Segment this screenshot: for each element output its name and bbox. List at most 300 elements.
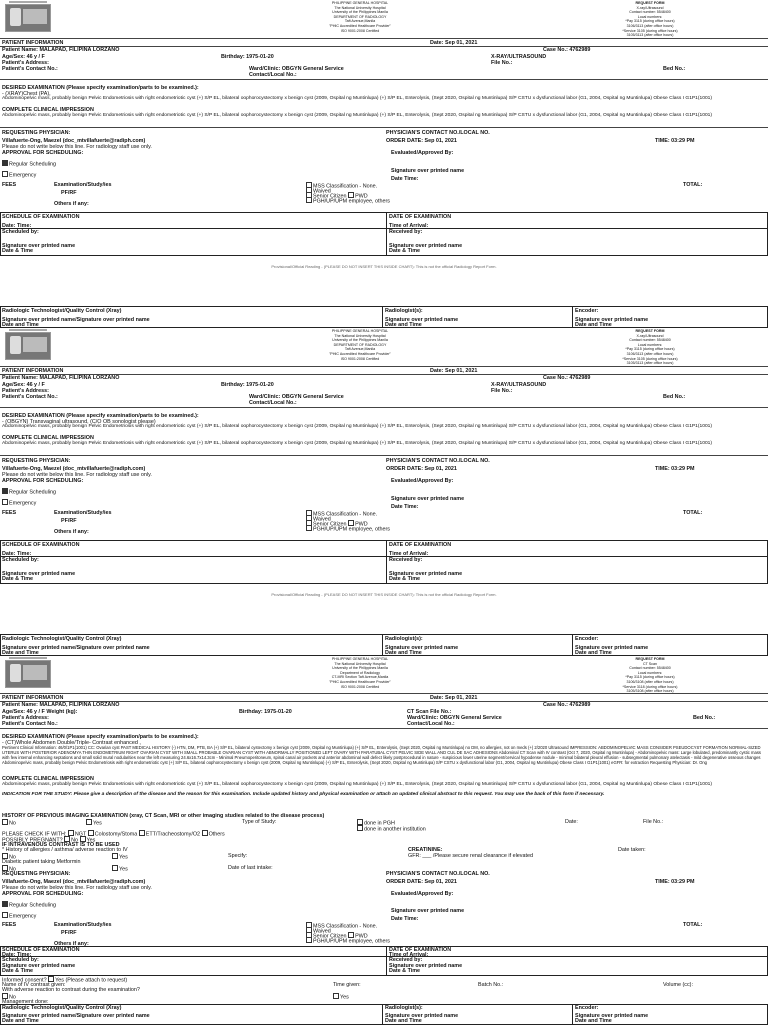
last-intake-label: Date of last intake:	[228, 865, 273, 871]
contact-local: Contact/Local No.:	[249, 72, 297, 78]
signature-line: Signature over printed name	[385, 645, 459, 651]
vertical-divider	[382, 634, 383, 656]
requesting-physician-label: REQUESTING PHYSICIAN:	[2, 130, 71, 136]
form-header	[0, 0, 768, 38]
yes-label: Yes	[340, 994, 349, 1001]
emergency-checkbox[interactable]	[2, 171, 36, 179]
emergency-label: Emergency	[9, 913, 37, 920]
request-info	[600, 329, 700, 366]
senior-label: Senior Citizen	[313, 933, 347, 940]
approval-label: APPROVAL FOR SCHEDULING:	[2, 891, 84, 897]
checkbox[interactable]	[357, 825, 363, 831]
study-date: Date:	[565, 819, 578, 825]
hospital-logo	[5, 4, 51, 32]
bed-no: Bed No.:	[663, 394, 686, 400]
row-divider	[0, 228, 768, 229]
request-line: *Service 3105 (during office hours)	[622, 356, 678, 361]
emergency-checkbox[interactable]	[2, 499, 36, 507]
radiologist-label: Radiologist(s):	[385, 636, 423, 642]
divider	[0, 127, 768, 128]
date: Date: Sep 01, 2021	[430, 368, 478, 374]
colostomy-label: Colostomy/Stoma	[94, 831, 138, 838]
age-sex: Age/Sex: 46 y / F	[2, 382, 45, 388]
exam-date-label: DATE OF EXAMINATION	[389, 947, 452, 953]
regular-scheduling-checkbox[interactable]	[2, 488, 56, 496]
patient-info-label: PATIENT INFORMATION	[2, 40, 64, 46]
pfrf-label: PF/RF	[61, 190, 77, 196]
impression-text: Abdominopelvic mass, probably benign Pelvic Endometriosis with right endometriotic cyst (+) S/P EL, bilateral oophorocystectomy x benign cyst (2009, Ospital ng Muntinlupa) (+) S/P EL, Enterolysis, (Sept 2020, Ospital ng Muntinlupa) S/P CSTU x dysfunctional labor (G1, 2004, Ospital ng Muntinlupa) Obese Class I G1P1(1001)	[2, 441, 713, 446]
vertical-divider	[386, 540, 387, 584]
bed-no: Bed No.:	[663, 66, 686, 72]
patient-name: Patient Name: MALAPAD, FILIPINA LORZANO	[2, 375, 120, 381]
time-arrival: Time of Arrival:	[389, 551, 429, 557]
hospital-logo	[5, 660, 51, 688]
senior-label: Senior Citizen	[313, 193, 347, 200]
vertical-divider	[386, 212, 387, 256]
patient-address: Patient's Address:	[2, 715, 49, 721]
requesting-physician-label: REQUESTING PHYSICIAN:	[2, 458, 71, 464]
hospital-line: ISO 9001:2008 Certified	[340, 356, 380, 361]
creatinine-label: CREATININE:	[408, 847, 443, 853]
exam-study-label: Examination/Study/ies	[54, 922, 112, 928]
checkbox[interactable]	[2, 819, 8, 825]
birthday: Birthday: 1975-01-20	[221, 54, 274, 60]
desired-exam: - (CT)Whole Abdomen Double/Triple- Contrast enhanced ,	[2, 740, 141, 746]
total-label: TOTAL:	[683, 510, 703, 516]
total-label: TOTAL:	[683, 182, 703, 188]
batch-no: Batch No.:	[478, 982, 504, 988]
ct-request-form	[0, 656, 768, 1024]
bed-no: Bed No.:	[693, 715, 716, 721]
schedule-label: SCHEDULE OF EXAMINATION	[2, 947, 80, 953]
regular-scheduling-checkbox[interactable]	[2, 160, 56, 168]
received-by: Received by:	[389, 957, 423, 963]
hospital-line: DEPARTMENT OF RADIOLOGY	[333, 14, 387, 19]
date-and-time: Date and Time	[385, 322, 422, 328]
signature-line: Signature over printed name	[389, 243, 463, 249]
hospital-line: ISO 9001:2008 Certified	[340, 28, 380, 33]
request-line: 3106/3113 (after office hours)	[626, 23, 674, 28]
hospital-line: PHILIPPINE GENERAL HOSPITAL	[331, 329, 389, 333]
checkbox[interactable]	[112, 853, 118, 859]
hospital-line: University of the Philippines Manila	[332, 338, 388, 343]
signature-line: Signature over printed name	[575, 1013, 649, 1019]
patient-address: Patient's Address:	[2, 60, 49, 66]
ward-clinic: Ward/Clinic: OBGYN General Service	[249, 394, 344, 400]
vertical-divider	[382, 306, 383, 328]
contact-local: Contact/Local No.:	[249, 400, 297, 406]
ward-clinic: Ward/Clinic: OBGYN General Service	[407, 715, 502, 721]
request-line: Local numbers:	[637, 14, 663, 19]
desired-exam-details: Abdominopelvic mass, probably benign Pelvic Endometriosis with right endometriotic cyst (+) S/P EL, bilateral oophorocystectomy x benign cyst (2009, Ospital ng Muntinlupa) (+) S/P EL, Enterolysis, (Sept 2020, Ospital ng Muntinlupa) S/P CSTU x dysfunctional labor (G1, 2004, Ospital ng Muntinlupa) Obese Class I G1P1(1001)	[2, 96, 713, 101]
technologist-label: Radiologic Technologist/Quality Control (Xray)	[2, 308, 122, 314]
scheduled-by: Scheduled by:	[2, 957, 39, 963]
checkbox[interactable]	[86, 819, 92, 825]
allergies-label: * History of allergies / asthma/ adverse reaction to IV	[2, 847, 128, 853]
date-time: Date Time:	[391, 916, 419, 922]
patient-contact: Patient's Contact No.:	[2, 721, 58, 727]
date-and-time: Date & Time	[389, 968, 421, 974]
pfrf-label: PF/RF	[61, 518, 77, 524]
impression-label: COMPLETE CLINICAL IMPRESSION	[2, 776, 94, 782]
request-line: 3106/3113 (after office hours)	[626, 351, 674, 356]
regular-label: Regular Scheduling	[9, 902, 57, 909]
checkbox[interactable]	[2, 912, 8, 918]
signature-line: Signature over printed name	[2, 243, 76, 249]
radiologist-label: Radiologist(s):	[385, 308, 423, 314]
divider	[0, 693, 768, 694]
xray-request-form	[0, 0, 768, 275]
approval-label: APPROVAL FOR SCHEDULING:	[2, 150, 84, 156]
iv-contrast-label: IF INTRAVENOUS CONTRAST IS TO BE USED	[2, 842, 120, 848]
request-info	[600, 1, 700, 38]
order-time: TIME: 03:29 PM	[655, 879, 695, 885]
hospital-line: The National University Hospital	[334, 333, 386, 338]
patient-info-label: PATIENT INFORMATION	[2, 695, 64, 701]
schedule-label: SCHEDULE OF EXAMINATION	[2, 214, 80, 220]
encoder-label: Encoder:	[575, 1005, 599, 1011]
hospital-line: The National University Hospital	[334, 5, 386, 10]
received-by: Received by:	[389, 229, 423, 235]
divider	[0, 455, 768, 456]
desired-exam-details: Pertinent Clinical Information: 46/0/1P1(1001) CC: Ovarian cyst PAST MEDICAL HISTORY (-) HTN, DM, PTB, BA (+) S/P EL, bilateral cystectomy x benign cyst (2009, Ospital ng Muntinlupa) (+) S/P EL, Enterolysis, (Sept 2020, Ospital ng Muntinlupa) no DM, no allergies, not on meds (+) 2/2020 Ultrasound IMPRESSION: ABDOMINOPELVIC MASS CONSIDER PSEUDOCYST FORMATION NORMAL-SIZED UTERUS WITH POSTERIOR ADENOMYA THIN ENDOMETRIUM RIGHT OVARIAN CYST WITH SMALL PROBABLE OVARIAN CYST WITH ABNORMALLY POSITIONED LEFT OVARY WITH PARATUBAL CYST PELVIC SIDE WALL AND CUL DE SAC ADHESIONS Abdominal CT Scan with IV contrast (Oct 7, 2020, Ospital ng Muntinlupa) - Abdominopelvic mass: Large lobulated, predominantly cystic mass with few internal enhancing septations and small solid mural nodularities near the left measuring 24.6x16.7x14.3cm - Minimal Pneumoperitoneum, spinal canal air pockets and anterior abdominal wall defect likely postprocedural in nature - suspicious lower uterine segment/cervical hypodense nodule - minimal bilateral pleural effusion - subsegmental pulmonary atelectasis - mild degenerative osseous changes Abdominopelvic mass, probably benign Pelvic Endometriosis with right endometriotic cyst (+) S/P EL, bilateral oophorocystectomy x benign cyst (2009, Ospital ng Muntinlupa) (+) S/P EL, Enterolysis, (Sept 2020, Ospital ng Muntinlupa) S/P CSTU x dysfunctional labor (G1, 2004, Ospital ng Muntinlupa) Obese Class I G1P1(1001) eGFR: for extraction Requesting Physician: Dr. Ong	[2, 745, 762, 765]
time-arrival: Time of Arrival:	[389, 952, 429, 958]
date-time: Date Time:	[391, 176, 419, 182]
waived-label: Waived	[313, 928, 331, 935]
physician-contact-label: PHYSICIAN'S CONTACT NO./LOCAL NO.	[386, 871, 490, 877]
yes-label: Yes	[119, 854, 128, 861]
mss-label: MSS Classification - None.	[313, 511, 378, 518]
mss-label: MSS Classification - None.	[313, 183, 378, 190]
signature-line: Signature over printed name	[391, 496, 465, 502]
others-label: Others if any:	[54, 529, 89, 535]
schedule-date-time: Date: Time:	[2, 223, 32, 229]
file-no: File No.:	[491, 60, 513, 66]
request-line: *Pay 3115 (during office hours)	[625, 347, 675, 352]
request-line: REQUEST FORM	[635, 329, 665, 333]
type-of-study: Type of Study:	[242, 819, 277, 825]
patient-address: Patient's Address:	[2, 388, 49, 394]
divider	[0, 79, 768, 80]
request-line: Local numbers:	[637, 342, 663, 347]
physician-name: Villafuerte-Ong, Maezel (doc_mtvillafuerte@radiph.com)	[2, 138, 146, 144]
ett-label: ETT/Tracheostomy/O2	[145, 831, 201, 838]
staff-only-note: Please do not write below this line. For radiology staff use only.	[2, 144, 152, 150]
encoder-label: Encoder:	[575, 636, 599, 642]
birthday: Birthday: 1975-01-20	[239, 709, 292, 715]
patient-contact: Patient's Contact No.:	[2, 66, 58, 72]
contact-local: Contact/Local No.:	[407, 721, 455, 727]
desired-exam-label: DESIRED EXAMINATION (Please specify examination/parts to be examined.):	[2, 413, 199, 419]
modality: X-RAY/ULTRASOUND	[491, 54, 547, 60]
received-by: Received by:	[389, 557, 423, 563]
row-divider	[0, 556, 768, 557]
order-time: TIME: 03:29 PM	[655, 466, 695, 472]
yes-label: Yes	[119, 866, 128, 873]
form-header	[0, 328, 768, 366]
date: Date: Sep 01, 2021	[430, 695, 478, 701]
order-date: ORDER DATE: Sep 01, 2021	[386, 138, 457, 144]
divider	[0, 38, 768, 39]
impression-label: COMPLETE CLINICAL IMPRESSION	[2, 435, 94, 441]
date-and-time: Date and Time	[2, 1018, 39, 1024]
schedule-date-time: Date: Time:	[2, 952, 32, 958]
desired-exam: - (OBGYN) Transvaginal ultrasound, (C/O OB sonologist please)	[2, 419, 156, 425]
checkbox[interactable]	[202, 830, 208, 836]
hospital-line: PHILIPPINE GENERAL HOSPITAL	[331, 1, 389, 5]
hospital-info	[300, 329, 420, 361]
regular-label: Regular Scheduling	[9, 489, 57, 496]
pwd-label: PWD	[355, 521, 368, 528]
vertical-divider	[386, 946, 387, 976]
staff-only-note: Please do not write below this line. For radiology staff use only.	[2, 885, 152, 891]
signature-line: Signature over printed name/Signature over printed name	[2, 1013, 150, 1019]
checkbox-checked[interactable]	[2, 488, 8, 494]
exam-date-label: DATE OF EXAMINATION	[389, 214, 452, 220]
no-label: No	[9, 866, 16, 873]
hospital-line: CT-MRI Section Taft Avenue,Manila	[331, 675, 389, 680]
vertical-divider	[572, 306, 573, 328]
physician-contact-label: PHYSICIAN'S CONTACT NO./LOCAL NO.	[386, 130, 490, 136]
consent-label: Informed consent?	[2, 977, 47, 984]
checkbox[interactable]	[2, 499, 8, 505]
pgh-label: PGH/UP/UPM employee, others	[313, 198, 390, 205]
date-and-time: Date and Time	[385, 650, 422, 656]
checkbox[interactable]	[2, 171, 8, 177]
request-line: Contact number: 5548400	[629, 338, 671, 343]
pwd-label: PWD	[355, 193, 368, 200]
exam-study-label: Examination/Study/ies	[54, 510, 112, 516]
date-and-time: Date and Time	[575, 650, 612, 656]
desired-exam-label: DESIRED EXAMINATION (Please specify examination/parts to be examined.):	[2, 85, 199, 91]
row-divider	[0, 956, 768, 957]
patient-contact: Patient's Contact No.:	[2, 394, 58, 400]
patient-name: Patient Name: MALAPAD, FILIPINA LORZANO	[2, 47, 120, 53]
done-other-label: done in another institution	[364, 826, 426, 833]
checkbox[interactable]	[306, 197, 312, 203]
waived-label: Waived	[313, 516, 331, 523]
case-no: Case No.: 4762989	[543, 702, 591, 708]
patient-info-label: PATIENT INFORMATION	[2, 368, 64, 374]
yes-label: Yes	[93, 820, 102, 827]
case-no: Case No.: 4762989	[543, 47, 591, 53]
no-label: No	[9, 820, 16, 827]
emergency-label: Emergency	[9, 500, 37, 507]
checkbox[interactable]	[306, 525, 312, 531]
pregnant-label: POSSIBLY PREGNANT?	[2, 837, 63, 844]
hospital-line: Department of Radiology	[340, 670, 380, 675]
provisional-note: Provisional/Official Reading - (PLEASE DO NOT INSERT THIS INSIDE CHART): This is not the official Radiology Report Form.	[271, 592, 497, 597]
others-label: Others if any:	[54, 201, 89, 207]
evaluated-by: Evaluated/Approved By:	[391, 150, 454, 156]
file-no: File No.:	[491, 388, 513, 394]
request-line: 3105/3108 (after office hours)	[626, 689, 674, 694]
vertical-divider	[382, 1004, 383, 1024]
history-label: HISTORY OF PREVIOUS IMAGING EXAMINATION (xray, CT Scan, MRI or other imaging studies related to the disease process)	[2, 813, 325, 819]
radiologist-label: Radiologist(s):	[385, 1005, 423, 1011]
management-label: Management done:	[2, 999, 49, 1005]
time-given: Time given:	[333, 982, 361, 988]
request-line: Local numbers:	[637, 670, 663, 675]
request-line: CT Scan	[643, 661, 657, 666]
signature-line: Signature over printed name	[391, 168, 465, 174]
divider	[0, 728, 768, 729]
staff-only-note: Please do not write below this line. For radiology staff use only.	[2, 472, 152, 478]
signature-line: Signature over printed name	[2, 571, 76, 577]
others-label: Others	[208, 831, 225, 838]
request-info	[600, 657, 700, 694]
modality: X-RAY/ULTRASOUND	[491, 382, 547, 388]
physician-name: Villafuerte-Ong, Maezel (doc_mtvillafuerte@radiph.com)	[2, 466, 146, 472]
schedule-box	[0, 946, 768, 976]
pfrf-label: PF/RF	[61, 930, 77, 936]
signature-line: Signature over printed name/Signature over printed name	[2, 645, 150, 651]
date-and-time: Date and Time	[2, 650, 39, 656]
gfr-label: GFR: ___ /Please secure renal clearance if elevated	[408, 853, 533, 859]
desired-exam-details: Abdominopelvic mass, probably benign Pelvic Endometriosis with right endometriotic cyst (+) S/P EL, bilateral oophorocystectomy x benign cyst (2009, Ospital ng Muntinlupa) (+) S/P EL, Enterolysis, (Sept 2020, Ospital ng Muntinlupa) S/P CSTU x dysfunctional labor (G1, 2004, Ospital ng Muntinlupa) Obese Class I G1P1(1001)	[2, 424, 713, 429]
date-and-time: Date and Time	[385, 1018, 422, 1024]
yes-label: Yes	[86, 837, 96, 844]
hospital-line: "PHIC Accredited Healthcare Provider"	[329, 23, 391, 28]
signature-line: Signature over printed name	[391, 908, 465, 914]
checkbox-checked[interactable]	[2, 901, 8, 907]
request-line: REQUEST FORM	[635, 1, 665, 5]
date-and-time: Date & Time	[2, 576, 34, 582]
senior-label: Senior Citizen	[313, 521, 347, 528]
emergency-label: Emergency	[9, 172, 37, 179]
date-and-time: Date & Time	[2, 248, 34, 254]
exam-date-label: DATE OF EXAMINATION	[389, 542, 452, 548]
consent-yes-label: Yes (Please attach to request)	[55, 977, 128, 984]
request-line: *Service 3105 (during office hours)	[622, 28, 678, 33]
form-header	[0, 656, 768, 694]
volume: Volume (cc):	[663, 982, 693, 988]
request-line: 3106/3108 (after office hours)	[626, 679, 674, 684]
no-label: No	[9, 994, 16, 1001]
evaluated-by: Evaluated/Approved By:	[391, 891, 454, 897]
request-line: Contact number: 5548400	[629, 666, 671, 671]
ultrasound-request-form	[0, 328, 768, 603]
signature-line: Signature over printed name	[2, 963, 76, 969]
no-label: No	[71, 837, 79, 844]
date-and-time: Date and Time	[575, 322, 612, 328]
hospital-line: University of the Philippines Manila	[332, 10, 388, 15]
schedule-date-time: Date: Time:	[2, 551, 32, 557]
scheduled-by: Scheduled by:	[2, 557, 39, 563]
hospital-line: The National University Hospital	[334, 661, 386, 666]
specify-label: Specify:	[228, 853, 248, 859]
date-and-time: Date & Time	[389, 576, 421, 582]
technologist-label: Radiologic Technologist/Quality Control (Xray)	[2, 636, 122, 642]
impression-label: COMPLETE CLINICAL IMPRESSION	[2, 107, 94, 113]
date-and-time: Date and Time	[2, 322, 39, 328]
hospital-line: ISO 9001:2008 Certified	[340, 684, 380, 689]
approval-label: APPROVAL FOR SCHEDULING:	[2, 478, 84, 484]
ward-clinic: Ward/Clinic: OBGYN General Service	[249, 66, 344, 72]
case-no: Case No.: 4762989	[543, 375, 591, 381]
no-label: No	[9, 854, 16, 861]
hospital-info	[300, 1, 420, 33]
desired-exam-label: DESIRED EXAMINATION (Please specify examination/parts to be examined.):	[2, 734, 199, 740]
mss-label: MSS Classification - None.	[313, 923, 378, 930]
hospital-line: Taft Avenue,Manila	[344, 19, 376, 24]
emergency-checkbox[interactable]	[2, 912, 36, 920]
fees-label: FEES	[2, 182, 17, 188]
others-label: Others if any:	[54, 941, 89, 947]
order-date: ORDER DATE: Sep 01, 2021	[386, 879, 457, 885]
patient-name: Patient Name: MALAPAD, FILIPINA LORZANO	[2, 702, 120, 708]
regular-scheduling-checkbox[interactable]	[2, 901, 56, 909]
indication-text: INDICATION FOR THE STUDY: Please give a description of the disease and the reason for this examination. Include updated history and physical examination or attach an updated clinical abstract to this request. You may use the back of this form if necessary.	[2, 792, 605, 797]
encoder-label: Encoder:	[575, 308, 599, 314]
hospital-logo	[5, 332, 51, 360]
date-and-time: Date & Time	[2, 968, 34, 974]
signature-line: Signature over printed name	[389, 571, 463, 577]
signature-line: Signature over printed name	[575, 645, 649, 651]
birthday: Birthday: 1975-01-20	[221, 382, 274, 388]
pgh-label: PGH/UP/UPM employee, others	[313, 526, 390, 533]
pgh-label: PGH/UP/UPM employee, others	[313, 938, 390, 945]
technologist-label: Radiologic Technologist/Quality Control (Xray)	[2, 1005, 122, 1011]
signature-line: Signature over printed name/Signature over printed name	[2, 317, 150, 323]
desired-exam: - (XRAY)Chest (PA),	[2, 91, 51, 97]
checkbox[interactable]	[306, 937, 312, 943]
request-line: X-ray/Ultrasound	[636, 5, 664, 10]
date-and-time: Date & Time	[389, 248, 421, 254]
request-line: *Service 3118 (during office hours)	[622, 684, 678, 689]
provisional-note: Provisional/Official Reading - (PLEASE DO NOT INSERT THIS INSIDE CHART): This is not the official Radiology Report Form.	[271, 264, 497, 269]
check-if-label: PLEASE CHECK IF WITH:	[2, 831, 67, 838]
age-sex: Age/Sex: 46 y / F	[2, 54, 45, 60]
time-arrival: Time of Arrival:	[389, 223, 429, 229]
hospital-line: PHILIPPINE GENERAL HOSPITAL	[331, 657, 389, 661]
total-label: TOTAL:	[683, 922, 703, 928]
date-taken: Date taken:	[618, 847, 646, 853]
hospital-line: University of the Philippines Manila	[332, 666, 388, 671]
impression-text: Abdominopelvic mass, probably benign Pelvic Endometriosis with right endometriotic cyst (+) S/P EL, bilateral oophorocystectomy x benign cyst (2009, Ospital ng Muntinlupa) (+) S/P EL, Enterolysis, (Sept 2020, Ospital ng Muntinlupa) S/P CSTU x dysfunctional labor (G1, 2004, Ospital ng Muntinlupa) Obese Class I G1P1(1001)	[2, 782, 713, 787]
pwd-label: PWD	[355, 933, 368, 940]
contrast-name: Name of IV contrast given:	[2, 982, 66, 988]
checkbox[interactable]	[112, 865, 118, 871]
order-time: TIME: 03:29 PM	[655, 138, 695, 144]
hospital-line: "PHIC Accredited Healthcare Provider"	[329, 679, 391, 684]
request-line: Contact number: 5548400	[629, 10, 671, 15]
fees-label: FEES	[2, 922, 17, 928]
adverse-reaction-label: With adverse reaction to contrast during the examination?	[2, 987, 140, 993]
date-time: Date Time:	[391, 504, 419, 510]
schedule-box	[0, 540, 768, 584]
vertical-divider	[572, 1004, 573, 1024]
signature-line: Signature over printed name	[389, 963, 463, 969]
ct-file-no: CT Scan File No.:	[407, 709, 452, 715]
request-line: 3105/3113 (after office hours)	[626, 33, 674, 38]
schedule-label: SCHEDULE OF EXAMINATION	[2, 542, 80, 548]
done-pgh-label: done in PGH	[364, 820, 395, 827]
checkbox[interactable]	[139, 830, 145, 836]
divider	[0, 407, 768, 408]
checkbox[interactable]	[333, 993, 339, 999]
evaluated-by: Evaluated/Approved By:	[391, 478, 454, 484]
request-line: X-ray/Ultrasound	[636, 333, 664, 338]
waived-label: Waived	[313, 188, 331, 195]
request-line: *Pay 3115 (during office hours)	[625, 675, 675, 680]
exam-study-label: Examination/Study/ies	[54, 182, 112, 188]
ngt-label: NGT	[74, 831, 87, 838]
schedule-box	[0, 212, 768, 256]
date: Date: Sep 01, 2021	[430, 40, 478, 46]
requesting-physician-label: REQUESTING PHYSICIAN:	[2, 871, 71, 877]
checkbox-checked[interactable]	[2, 160, 8, 166]
